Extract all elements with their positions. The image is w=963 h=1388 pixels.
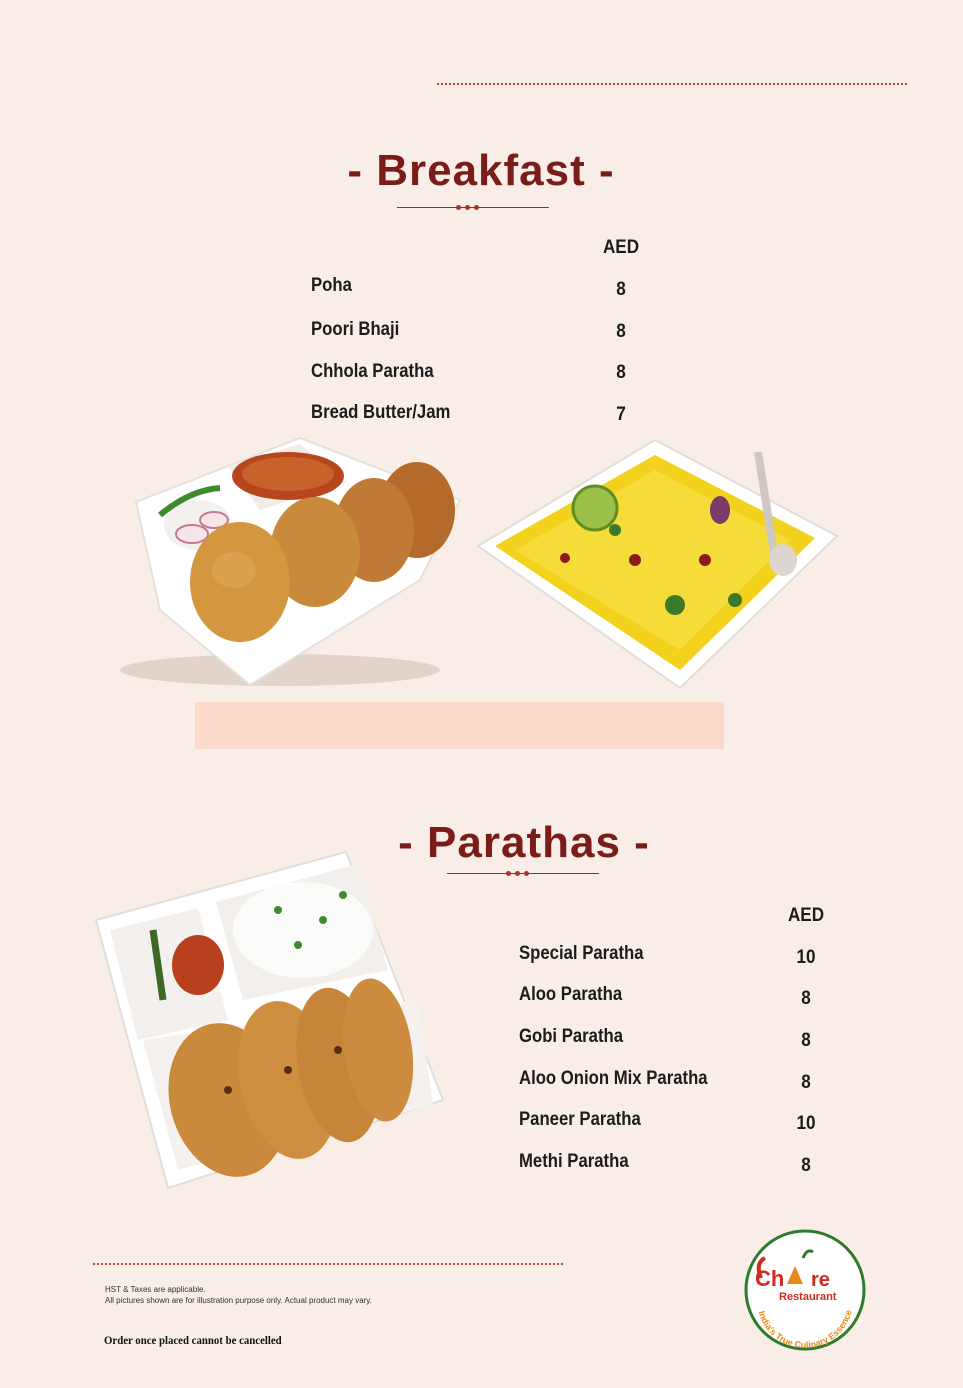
parathas-currency-header: AED [787,905,825,926]
menu-item-name: Methi Paratha [519,1151,629,1172]
parathas-title: - Parathas - [398,818,650,867]
accent-bar [195,702,724,749]
menu-item-name: Bread Butter/Jam [311,402,451,423]
menu-item-price: 8 [801,1030,811,1051]
parathas-title-divider [447,868,599,880]
menu-item-name: Paneer Paratha [519,1109,641,1130]
menu-item-name: Special Paratha [519,943,644,964]
menu-item-price: 8 [801,1155,811,1176]
menu-item-price: 8 [616,279,626,300]
menu-item-name: Poori Bhaji [311,319,400,340]
menu-item-name: Aloo Paratha [519,984,623,1005]
menu-item-price: 8 [801,1072,811,1093]
menu-item-name: Poha [311,275,352,296]
menu-item-price: 7 [616,404,626,425]
menu-item-name: Gobi Paratha [519,1026,624,1047]
menu-item-price: 8 [616,321,626,342]
logo-name-text-end: re [811,1269,830,1291]
logo-tag-text: Restaurant [779,1291,837,1303]
paratha-plate-image [88,850,458,1195]
restaurant-logo [743,1228,867,1352]
footer-dotted-rule [93,1263,563,1265]
menu-item-name: Aloo Onion Mix Paratha [519,1068,708,1089]
menu-item-price: 10 [796,1113,816,1134]
footer-note [105,1284,372,1306]
illustration-note: All pictures shown are for illustration purpose only. Actual product may vary. [105,1296,372,1305]
poori-bhaji-plate-image [110,430,470,700]
poha-bowl-image [475,440,845,695]
top-dotted-rule [437,83,907,85]
breakfast-title-divider [397,202,549,214]
menu-item-name: Chhola Paratha [311,361,434,382]
breakfast-currency-header: AED [602,237,640,258]
menu-item-price: 8 [801,988,811,1009]
breakfast-title: - Breakfast - [347,146,615,195]
cancellation-note: Order once placed cannot be cancelled [104,1333,282,1347]
menu-item-price: 8 [616,362,626,383]
tax-note: HST & Taxes are applicable. [105,1285,206,1294]
logo-name-text: Ch [755,1266,785,1291]
logo-slogan-text: India's True Culinary Essence [756,1308,854,1351]
menu-item-price: 10 [796,947,816,968]
